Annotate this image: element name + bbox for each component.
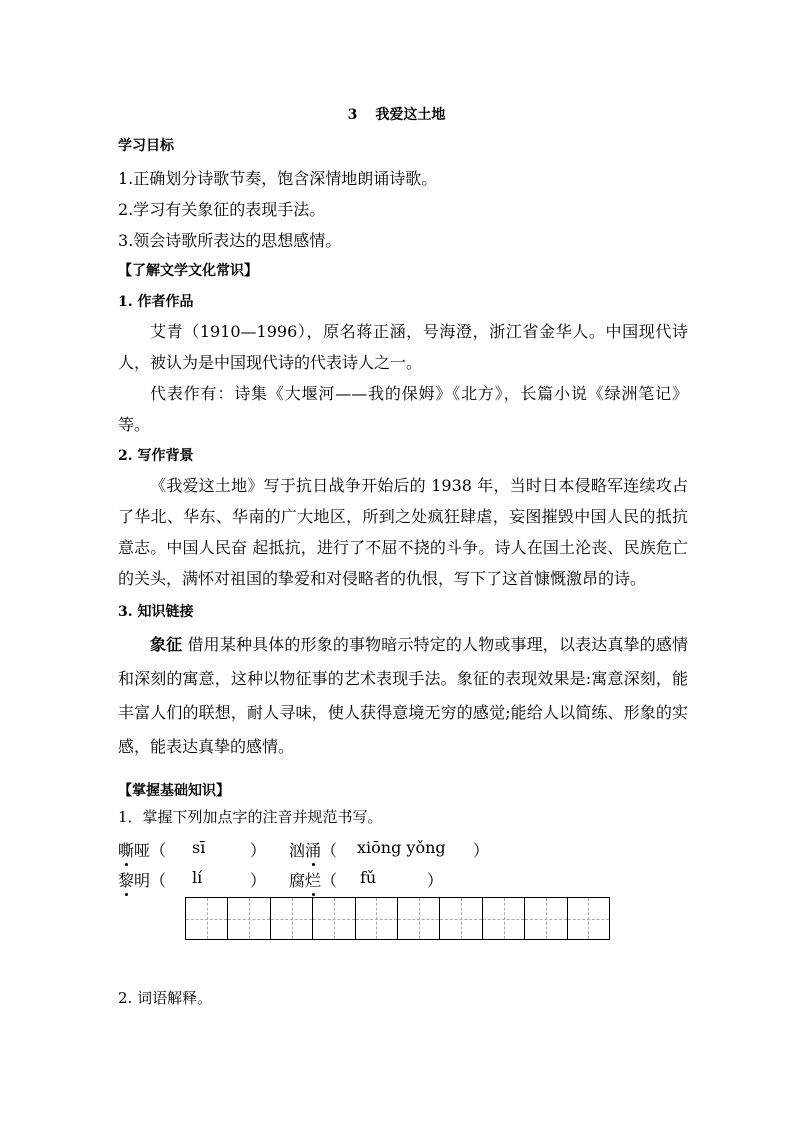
symbol-definition: 借用某种具体的形象的事物暗示特定的人物或事理，以表达真挚的感情和深刻的寓意，这种以物征事的艺术表现手法。象征的表现效果是:寓意深刻，能丰富人们的联想，耐人寻味，使人获得意境无穷的感觉;能给人以简练、形象的实感，能表达真挚的感情。	[118, 635, 688, 756]
background-paragraph: 《我爱这土地》写于抗日战争开始后的 1938 年，当时日本侵略军连续攻占了华北、华东、华南的广大地区，所到之处疯狂肆虐，妄图摧毁中国人民的抵抗意志。中国人民奋 起抵抗，进行了不屈不挠的斗争。诗人在国土沦丧、民族危亡的关头，满怀对祖国的挚爱和对侵略者的仇恨，写下了这首慷慨激昂的诗。	[118, 476, 688, 588]
grid-cell[interactable]	[186, 898, 228, 939]
grid-cell[interactable]	[356, 898, 398, 939]
bracket-close: ）	[473, 841, 490, 860]
pinyin-answer-1: sī	[192, 838, 206, 857]
section-literary-heading: 【了解文学文化常识】	[118, 263, 258, 279]
word-text: 汹	[289, 841, 306, 860]
section-basic-heading: 【掌握基础知识】	[118, 783, 230, 799]
grid-cell[interactable]	[313, 898, 355, 939]
author-heading: 1. 作者作品	[118, 294, 194, 310]
works-paragraph: 代表作有：诗集《大堰河——我的保姆》《北方》，长篇小说《绿洲笔记》等。	[118, 384, 688, 434]
bracket-close: ）	[250, 871, 267, 890]
lesson-number: 3	[347, 107, 358, 123]
word-text: 腐	[289, 871, 306, 890]
knowledge-heading: 3. 知识链接	[118, 604, 194, 620]
pinyin-answer-3: lí	[192, 868, 203, 887]
dotted-char: 涌	[305, 841, 322, 860]
grid-cell[interactable]	[525, 898, 567, 939]
pinyin-answer-4: fǔ	[360, 868, 377, 887]
writing-grid[interactable]	[185, 897, 610, 940]
word-text: （	[321, 841, 338, 860]
pinyin-row-1-word-2	[289, 838, 337, 861]
grid-cell[interactable]	[271, 898, 313, 939]
word-text: 明（	[134, 871, 167, 890]
bracket-close: ）	[250, 841, 267, 860]
grid-cell[interactable]	[568, 898, 609, 939]
symbol-keyword: 象征	[150, 635, 183, 654]
objective-item-1: 1.正确划分诗歌节奏，饱含深情地朗诵诗歌。	[118, 169, 438, 188]
objective-item-2: 2.学习有关象征的表现手法。	[118, 200, 326, 219]
page-title	[0, 104, 793, 124]
objective-item-3: 3.领会诗歌所表达的思想感情。	[118, 231, 342, 250]
knowledge-paragraph	[118, 628, 688, 764]
question-1: 1．掌握下列加点字的注音并规范书写。	[118, 808, 383, 826]
lesson-title: 我爱这土地	[375, 107, 446, 123]
objectives-heading: 学习目标	[118, 138, 174, 154]
grid-cell[interactable]	[398, 898, 440, 939]
pinyin-row-2-word-2	[289, 868, 337, 891]
background-heading: 2. 写作背景	[118, 448, 194, 464]
pinyin-row-1	[118, 838, 166, 861]
bracket-close: ）	[427, 871, 444, 890]
word-text: （	[321, 871, 338, 890]
word-text: 哑（	[134, 841, 167, 860]
author-paragraph: 艾青（1910—1996），原名蒋正涵，号海澄，浙江省金华人。中国现代诗人，被认为是中国现代诗的代表诗人之一。	[118, 322, 688, 372]
grid-cell[interactable]	[440, 898, 482, 939]
pinyin-row-2	[118, 868, 166, 891]
pinyin-answer-2: xiōng yǒng	[357, 838, 446, 857]
grid-cell[interactable]	[483, 898, 525, 939]
dotted-char: 黎	[118, 871, 135, 890]
question-2: 2. 词语解释。	[118, 989, 213, 1007]
dotted-char: 烂	[305, 871, 322, 890]
dotted-char: 嘶	[118, 841, 135, 860]
grid-cell[interactable]	[228, 898, 270, 939]
